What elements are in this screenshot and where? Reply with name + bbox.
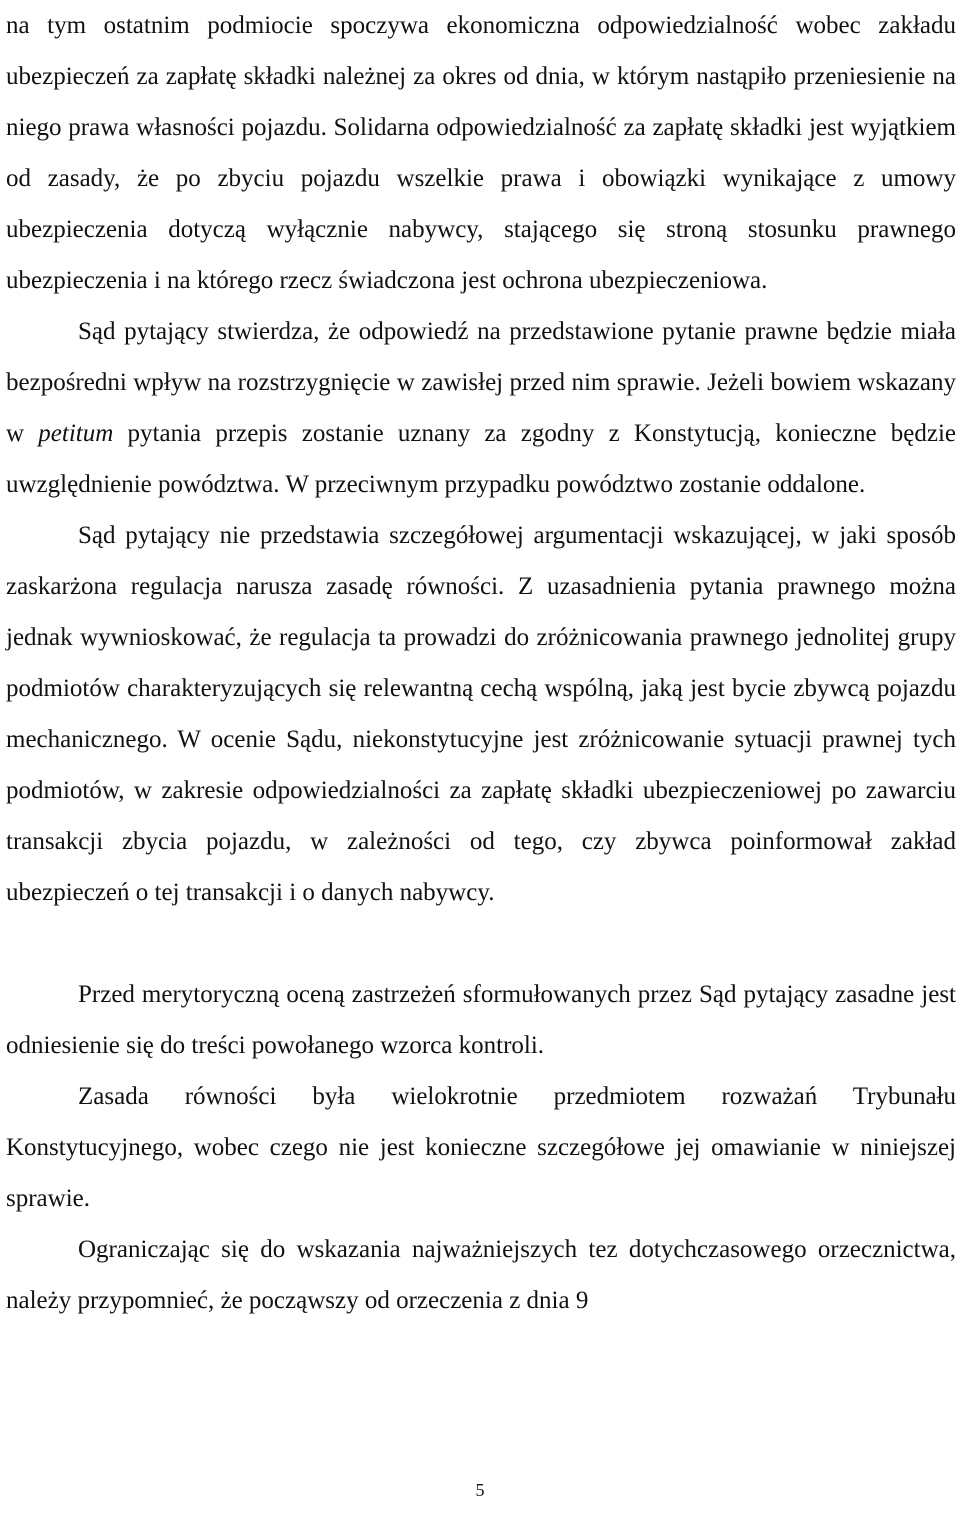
paragraph-3-text: Sąd pytający nie przedstawia szczegółowej argumentacji wskazującej, w jaki sposób zaskarżona regulacja narusza zasadę równości. Z uzasadnienia pytania prawnego można jednak wywnioskować, że regulacja ta prowadzi do zróżnicowania prawnego jednolitej grupy podmiotów charakteryzujących się relewantną cechą wspólną, jaką jest bycie zbywcą pojazdu mechanicznego. W ocenie Sądu, niekonstytucyjne jest zróżnicowanie sytuacji prawnej tych podmiotów, w zakresie odpowiedzialności za zapłatę składki ubezpieczeniowej po zawarciu transakcji zbycia pojazdu, w zależności od tego, czy zbywca poinformował zakład ubezpieczeń o tej transakcji i o danych nabywcy. [6, 522, 956, 906]
paragraph-2 [6, 306, 956, 510]
paragraph-1-text: na tym ostatnim podmiocie spoczywa ekonomiczna odpowiedzialność wobec zakładu ubezpieczeń za zapłatę składki należnej za okres od dnia, w którym nastąpiło przeniesienie na niego prawa własności pojazdu. Solidarna odpowiedzialność za zapłatę składki jest wyjątkiem od zasady, że po zbyciu pojazdu wszelkie prawa i obowiązki wynikające z umowy ubezpieczenia dotyczą wyłącznie nabywcy, stającego się stroną stosunku prawnego ubezpieczenia i na którego rzecz świadczona jest ochrona ubezpieczeniowa. [6, 12, 956, 294]
paragraph-2-text-a: Sąd pytający stwierdza, że odpowiedź na przedstawione pytanie prawne będzie miała bezpośredni wpływ na rozstrzygnięcie w zawisłej przed nim sprawie. Jeżeli bowiem wskazany w [6, 318, 956, 447]
paragraph-2-text-b: pytania przepis zostanie uznany za zgodny z Konstytucją, konieczne będzie uwzględnienie powództwa. W przeciwnym przypadku powództwo zostanie oddalone. [6, 420, 957, 498]
paragraph-1 [6, 0, 956, 306]
paragraph-5 [6, 1071, 956, 1224]
paragraph-6-text: Ograniczając się do wskazania najważniejszych tez dotychczasowego orzecznictwa, należy przypomnieć, że począwszy od orzeczenia z dnia 9 [6, 1236, 956, 1314]
page-number: 5 [475, 1480, 485, 1500]
document-body [6, 0, 956, 1326]
paragraph-4 [6, 969, 956, 1071]
paragraph-2-italic-term: petitum [38, 420, 114, 447]
paragraph-6 [6, 1224, 956, 1326]
blank-line-spacer [6, 918, 956, 969]
paragraph-4-text: Przed merytoryczną oceną zastrzeżeń sformułowanych przez Sąd pytający zasadne jest odniesienie się do treści powołanego wzorca kontroli. [6, 981, 956, 1059]
paragraph-3 [6, 510, 956, 918]
paragraph-5-text: Zasada równości była wielokrotnie przedmiotem rozważań Trybunału Konstytucyjnego, wobec czego nie jest konieczne szczegółowe jej omawianie w niniejszej sprawie. [6, 1083, 956, 1212]
